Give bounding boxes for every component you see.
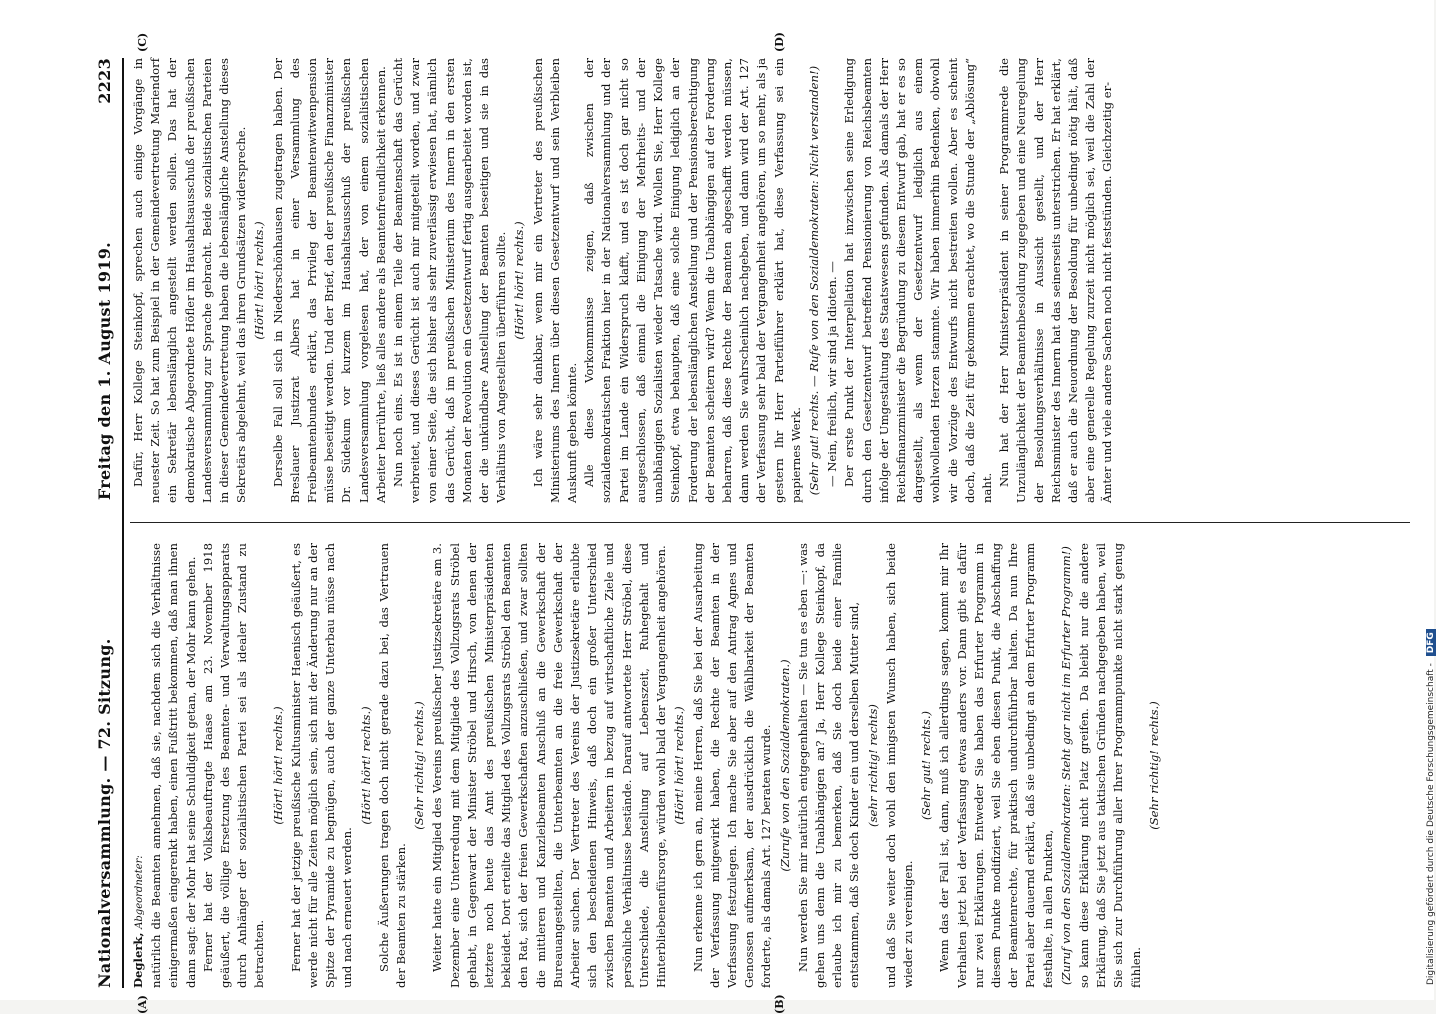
margin-marker-b: (B): [773, 994, 786, 1014]
paragraph: Wenn das der Fall ist, dann, muß ich allerdings sagen, kommt mir Ihr Verhalten jetzt bei der Verfassung etwas anders vor. Dann gibt es dafür nur zwei Erklärungen. Entweder Sie haben das Erfurter Programm in diesem Punkte modifiziert, weil Sie eben diesen Punkt, die Abschaffung der Beamtenrechte, für praktisch undurchführbar halten. Da nun Ihre Partei aber dauernd erklärt, daß sie unbedingt an dem Erfurter Programm festhalte, in allen Punkten,: [937, 543, 1055, 988]
paragraph: Solche Äußerungen tragen doch nicht gerade dazu bei, das Vertrauen der Beamten zu stärken.: [376, 543, 409, 988]
interjection: (Hört! hört! rechts.): [358, 706, 373, 825]
margin-marker-a: (A): [136, 995, 149, 1014]
paragraph: so kann diese Erklärung nicht Platz greifen. Da bleibt nur die andere Erklärung, daß Sie jetzt aus taktischen Gründen nachgegeben haben, weil Sie sich zur Durchführung aller Ihrer Programmpunkte nicht stark genug fühlen.: [1076, 543, 1143, 988]
paragraph: Ich wäre sehr dankbar, wenn mir ein Vertreter des preußischen Ministeriums des Innern über diesen Gesetzentwurf und sein Verbleiben Auskunft geben könnte.: [530, 58, 580, 503]
paragraph: Dafür, Herr Kollege Steinkopf, sprechen auch einige Vorgänge in neuester Zeit. So hat zum Beispiel in der Gemeindevertretung Mariendorf ein Sekretär lebenslänglich angestellt werden sollen. Das hat der demokratische Abgeordnete Höfler im Haushaltsausschuß der preußischen Landesversammlung zur Sprache gebracht. Beide sozialistischen Parteien in dieser Gemeindevertretung haben die lebenslängliche Anstellung dieses Sekretärs abgelehnt, weil das ihren Grundsätzen widerspreche.: [131, 58, 249, 503]
interjection: (Zurufe von den Sozialdemokraten.): [777, 659, 792, 872]
paragraph: Ferner hat der jetzige preußische Kultusminister Haenisch geäußert, es werde nicht für alle Zeiten möglich sein, sich mit der Änderung nur an der Spitze der Pyramide zu begnügen, auch der ganze Unterbau müsse nach und nach erneuert werden.: [288, 543, 355, 988]
funding-note: Digitalisierung gefördert durch die Deutsche Forschungsgemeinschaft -: [1426, 663, 1436, 985]
paragraph: Nun erkenne ich gern an, meine Herren, daß Sie bei der Ausarbeitung der Verfassung mitgewirkt haben, die Rechte der Beamten in der Verfassung festzulegen. Ich mache Sie aber auf den Antrag Agnes und Genossen aufmerksam, der ausdrücklich die Wählbarkeit der Beamten forderte, als damals Art. 127 beraten wurde.: [690, 543, 774, 988]
interjection: (Hört! hört! rechts.): [512, 221, 527, 340]
speaker-line: [130, 543, 148, 988]
interjection: (Hört! hört! rechts.): [672, 706, 687, 825]
header-date: Freitag den 1. August 1919.: [94, 241, 114, 501]
paragraph: Nun noch eins. Es ist in einem Teile der Beamtenschaft das Gerücht verbreitet, und dieses Gerücht ist auch mir mitgeteilt worden, und zwar von einer Seite, die sich bisher als sehr zuverlässig erwiesen hat, nämlich das Gerücht, daß im preußischen Ministerium des Innern in den ersten Monaten der Revolution ein Gesetzentwurf fertig ausgearbeitet worden ist, der die unkündbare Anstellung der Beamten beseitigen und sie in das Verhältnis von Angestellten überführen sollte.: [391, 58, 509, 503]
digitization-note: [1410, 10, 1436, 990]
interjection: (Sehr richtig! rechts.): [1146, 701, 1161, 830]
interjection: (Sehr gut! rechts.): [919, 710, 934, 821]
paragraph: — Nein, freilich, wir sind ja Idioten. —: [825, 261, 840, 487]
interjection: (Hört! hört! rechts.): [270, 706, 285, 825]
speaker-role: Abgeordneter:: [134, 855, 145, 929]
paragraph: Nun hat der Herr Ministerpräsident in seiner Programmrede die Unzulänglichkeit der Beamtenbesoldung zugegeben und eine Neuregelung der Besoldungsverhältnisse in Aussicht gestellt, und der Herr Reichsminister des Innern hat das seinerseits unterstrichen. Er hat erklärt, daß er auch die Neuordnung der Besoldung für unbedingt nötig hält, daß aber eine generelle Regelung zurzeit nicht möglich sei, weil die Zahl der Ämter und viele andere Sachen noch nicht feststünden. Gleichzeitig er-: [997, 58, 1115, 503]
paragraph: Ferner hat der Volksbeauftragte Haase am 23. November 1918 geäußert, die völlige Ersetzung des Beamten- und Verwaltungsapparats durch Anhänger der sozialistischen Partei sei als idealer Zustand zu betrachten.: [200, 543, 267, 988]
interjection: (Sehr gut! rechts. — Rufe von den Sozialdemokraten: Nicht verstanden!): [806, 65, 821, 496]
digitization-text: [1426, 629, 1436, 985]
dfg-logo: DFG: [1426, 629, 1436, 656]
running-header: [88, 58, 120, 988]
paragraph: Alle diese Vorkommnisse zeigen, daß zwischen der sozialdemokratischen Fraktion hier in der Nationalversammlung und der Partei im Lande ein Widerspruch klafft, und es ist doch gar nicht so ausgeschlossen, daß einmal die Einigung der Mehrheits- und der unabhängigen Sozialisten wieder Tatsache wird. Wollen Sie, Herr Kollege Steinkopf, etwa behaupten, daß eine solche Einigung lediglich an der Forderung der lebenslänglichen Anstellung und der Pensionsberechtigung der Beamten scheitern wird? Wenn die Unabhängigen auf der Forderung beharren, daß diese Rechte der Beamten abgeschafft werden müssen, dann werden Sie wahrscheinlich nachgeben, und dann wird der Art. 127 der Verfassung sehr bald der Vergangenheit angehören, um so mehr, als ja gestern Ihr Herr Parteiführer erklärt hat, diese Verfassung sei ein papiernes Werk.: [582, 58, 803, 503]
rotated-page-content: [88, 32, 1418, 1014]
paragraph: Nun werden Sie mir natürlich entgegenhalten — Sie tun es eben —: was gehen uns denn die Unabhängigen an? Ja, Herr Kollege Steinkopf, da erlaube ich mir zu bemerken, daß Sie doch beide einer Familie entstammen, daß Sie doch Kinder ein und derselben Mutter sind,: [795, 543, 862, 988]
paragraph: Weiter hatte ein Mitglied des Vereins preußischer Justizsekretäre am 3. Dezember eine Unterredung mit dem Mitgliede des Vollzugsrats Ströbel gehabt, in Gegenwart der Minister Ströbel und Hirsch, von denen der letztere noch heute das Amt des preußischen Ministerpräsidenten bekleidet. Dort erteilte das Mitglied des Vollzugsrats Ströbel den Beamten den Rat, sich der freien Gewerkschaften anzuschließen, und zwar sollten die mittleren und Kanzleibeamten Anschluß an die Gewerkschaft der Bureauangestellten, die Unterbeamten an die freie Gewerkschaft der Arbeiter suchen. Der Vertreter des Vereins der Justizsekretäre erlaubte sich den bescheidenen Hinweis, daß doch ein großer Unterschied zwischen Beamten und Arbeitern in bezug auf wirtschaftliche Ziele und persönliche Verhältnisse bestände. Darauf antwortete Herr Ströbel, diese Unterschiede, die Anstellung auf Lebenszeit, Ruhegehalt und Hinterbliebenenfürsorge, würden wohl bald der Vergangenheit angehören.: [430, 543, 669, 988]
interjection: (Zuruf von den Sozialdemokraten: Steht gar nicht im Erfurter Programm!): [1058, 546, 1073, 985]
interjection: (sehr richtig! rechts): [865, 704, 880, 827]
interjection: (Hört! hört! rechts.): [252, 221, 267, 340]
paragraph: und daß Sie weiter doch wohl den innigsten Wunsch haben, sich beide wieder zu vereinigen.: [883, 543, 915, 988]
left-column: [130, 543, 1410, 988]
margin-marker-d: (D): [773, 32, 786, 52]
speaker-name: Deglerk,: [131, 932, 145, 988]
interjection: (Sehr richtig! rechts.): [412, 701, 427, 830]
column-divider: [130, 522, 1410, 523]
right-column: [130, 58, 1410, 503]
header-rule: [122, 58, 124, 988]
page-number: 2223: [94, 58, 114, 104]
margin-marker-c: (C): [136, 32, 149, 52]
paragraph: natürlich die Beamten annehmen, daß sie, nachdem sich die Verhältnisse einigermaßen eingerenkt haben, einen Fußtritt bekommen, daß man ihnen dann sagt: der Mohr hat seine Schuldigkeit getan, der Mohr kann gehen.: [149, 543, 198, 988]
paragraph: Derselbe Fall soll sich in Niederschönhausen zugetragen haben. Der Breslauer Justizrat Albers hat in einer Versammlung des Freibeamtenbundes erklärt, das Privileg der Beamtenwitwenpension müsse beseitigt werden. Und der Brief, den der preußische Finanzminister Dr. Südekum vor kurzem im Haushaltsausschuß der preußischen Landesversammlung vorgelesen hat, der von einem sozialistischen Arbeiter herrührte, ließ alles andere als Beamtenfreundlichkeit erkennen.: [270, 58, 388, 503]
paragraph: Der erste Punkt der Interpellation hat inzwischen seine Erledigung durch den Gesetzentwurf betreffend Pensionierung von Reichsbeamten infolge der Umgestaltung des Staatswesens gefunden. Als damals der Herr Reichsfinanzminister die Begründung zu diesem Entwurf gab, hat er es so dargestellt, als wenn der Gesetzentwurf lediglich aus einem wohlwollenden Herzen stammte. Wir haben immerhin Bedenken, obwohl wir die Vorzüge des Entwurfs nicht bestreiten wollen. Aber es scheint doch, daß die Zeit für gekommen erachtet, wo die Stunde der „Ablösung“ naht.: [842, 58, 994, 503]
header-left: Nationalversammlung. — 72. Sitzung.: [94, 638, 114, 988]
